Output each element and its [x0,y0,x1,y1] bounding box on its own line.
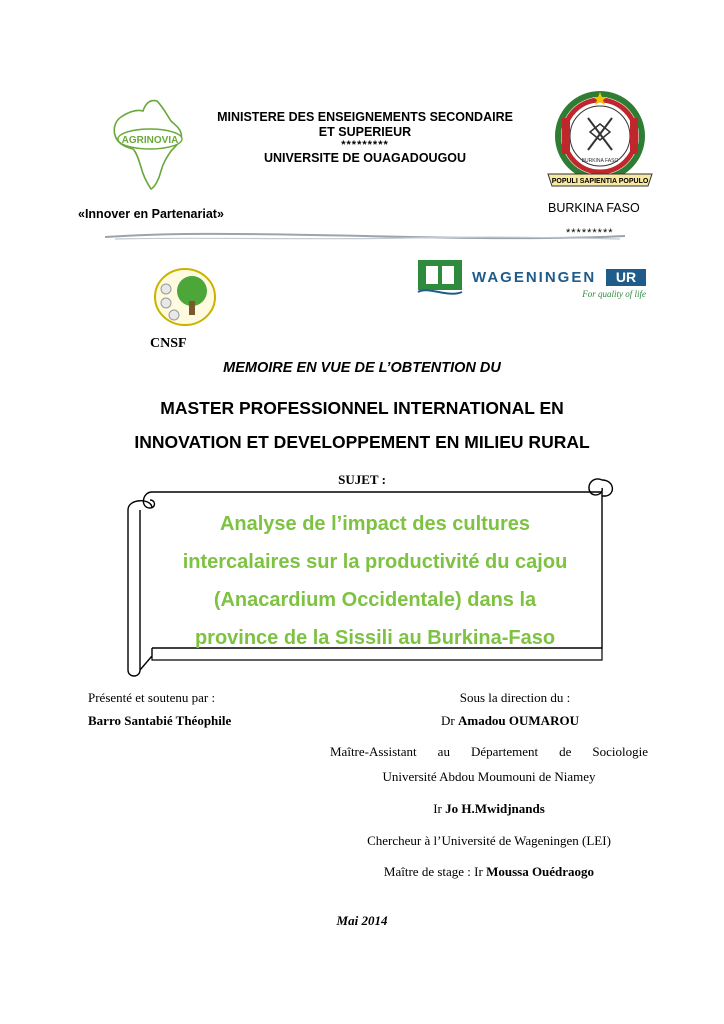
wageningen-logo [414,256,654,302]
submission-date: Mai 2014 [336,913,388,928]
ministry-line1: MINISTERE DES ENSEIGNEMENTS SECONDAIRE [217,110,513,124]
supervisor2-title: Ir [433,801,442,816]
ministry-line2: ET SUPERIEUR [318,125,412,139]
wageningen-name: WAGENINGEN [472,269,597,286]
divider-stars: ********* [566,227,614,239]
agrinovia-logo [105,95,195,195]
cnsf-logo [152,267,218,327]
internship-name: Moussa Ouédraogo [486,864,595,879]
wageningen-tagline: For quality of life [582,289,646,299]
supervisor1-role: Maître-Assistant au Département de Sociologie [330,744,648,759]
author-name: Barro Santabié Théophile [88,713,232,728]
ministry-header [210,110,520,166]
supervisor1-title: Dr [441,713,455,728]
coat-of-arms [540,88,660,198]
internship-supervisor [330,864,648,880]
supervisor1-institution: Université Abdou Moumouni de Niamey [382,769,596,784]
memoire-heading: MEMOIRE EN VUE DE L’OBTENTION DU [223,360,501,376]
author-label: Présenté et soutenu par : [88,690,216,705]
supervisor2-role: Chercheur à l’Université de Wageningen (LEI) [367,833,611,848]
cnsf-label: CNSF [150,336,187,351]
supervisor2 [330,801,648,817]
seal-inner-text: BURKINA FASO [581,158,619,164]
subject-line1: Analyse de l’impact des cultures [219,513,531,535]
internship-label: Maître de stage : Ir [383,864,483,879]
country-name: BURKINA FASO [548,201,640,215]
agrinovia-motto: «Innover en Partenariat» [78,207,224,221]
supervisor2-name: Jo H.Mwidjnands [445,801,545,816]
supervisor1-name: Amadou OUMAROU [457,713,579,728]
subject-line2: intercalaires sur la productivité du cajou [182,551,568,573]
supervisor1 [350,713,670,729]
university-name: UNIVERSITE DE OUAGADOUGOU [263,151,467,165]
subject-line4: province de la Sissili au Burkina-Faso [194,627,556,649]
wageningen-ur: UR [615,269,637,285]
subject-title [150,505,600,657]
supervision-label: Sous la direction du : [459,690,571,705]
agrinovia-text: AGRINOVIA [121,135,179,146]
motto-ribbon-text: POPULI SAPIENTIA POPULO [551,178,649,185]
degree-title-line2: INNOVATION ET DEVELOPPEMENT EN MILIEU RURAL [134,432,590,452]
degree-title-line1: MASTER PROFESSIONNEL INTERNATIONAL EN [160,398,564,418]
header-stars: ********* [341,139,389,151]
subject-line3: (Anacardium Occidentale) dans la [213,589,537,611]
subject-label: SUJET : [338,472,386,487]
header-divider [105,230,625,244]
